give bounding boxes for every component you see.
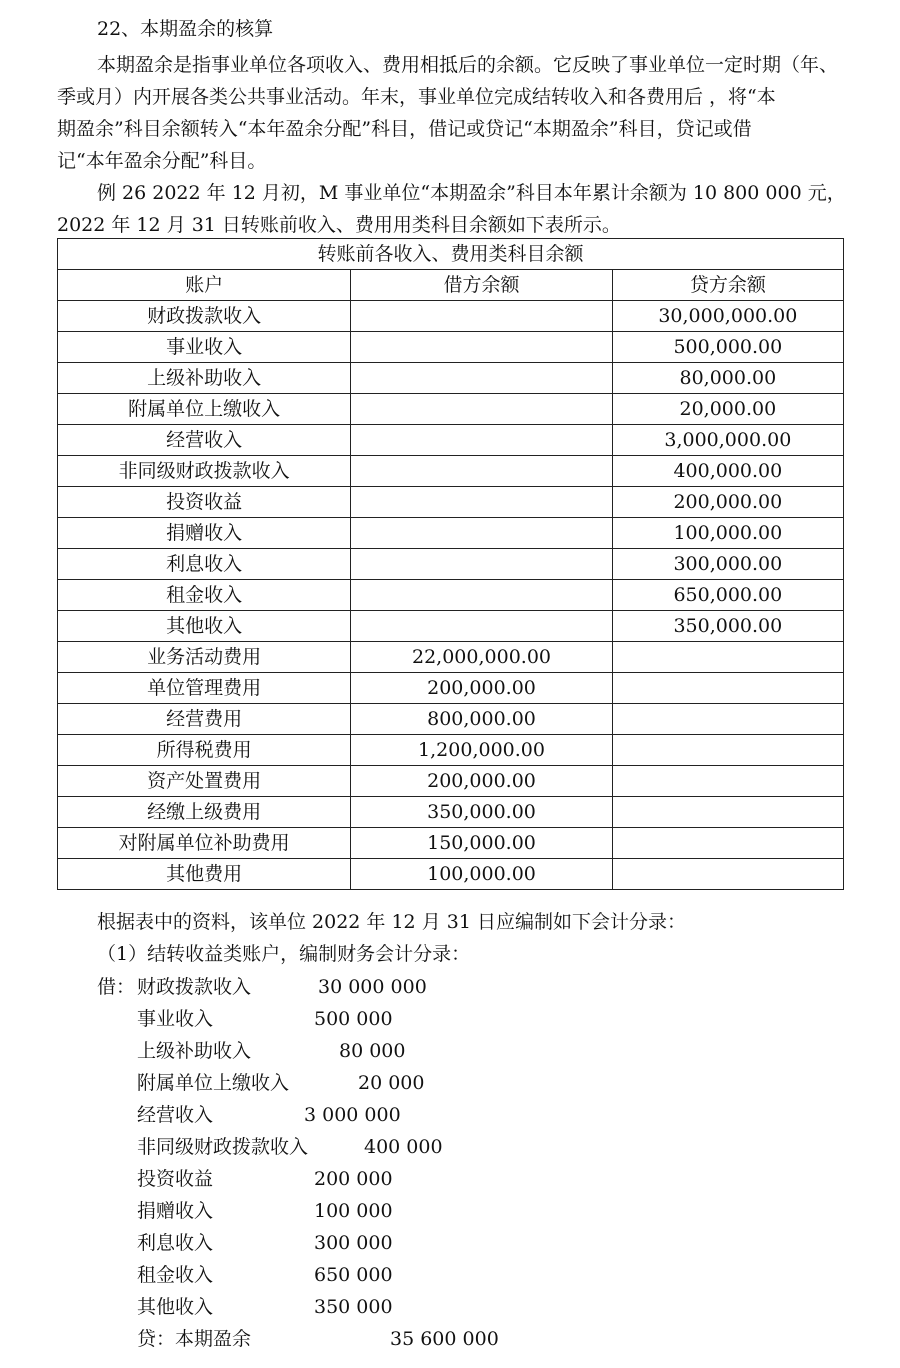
cell-debit — [351, 301, 612, 332]
cell-account: 附属单位上缴收入 — [58, 394, 351, 425]
cell-account: 资产处置费用 — [58, 766, 351, 797]
table-body — [58, 301, 844, 890]
cell-account: 对附属单位补助费用 — [58, 828, 351, 859]
cell-debit: 200,000.00 — [351, 673, 612, 704]
debit-amount: 200 000 — [314, 1168, 393, 1190]
section-title: 22、本期盈余的核算 — [97, 18, 274, 40]
cell-credit: 350,000.00 — [612, 611, 843, 642]
cell-credit — [612, 642, 843, 673]
cell-account: 业务活动费用 — [58, 642, 351, 673]
debit-amount: 100 000 — [314, 1200, 393, 1222]
cell-debit — [351, 549, 612, 580]
debit-account: 上级补助收入 — [137, 1040, 252, 1062]
debit-amount: 20 000 — [358, 1072, 425, 1094]
credit-account: 贷：本期盈余 — [137, 1328, 252, 1350]
debit-account: 利息收入 — [137, 1232, 214, 1254]
debit-account: 经营收入 — [137, 1104, 214, 1126]
cell-credit — [612, 766, 843, 797]
cell-credit: 300,000.00 — [612, 549, 843, 580]
debit-account: 其他收入 — [137, 1296, 214, 1318]
balance-table — [57, 238, 844, 890]
cell-account: 租金收入 — [58, 580, 351, 611]
cell-debit: 1,200,000.00 — [351, 735, 612, 766]
debit-amount: 350 000 — [314, 1296, 393, 1318]
cell-debit: 150,000.00 — [351, 828, 612, 859]
table-row — [58, 611, 844, 642]
after-table-text: 根据表中的资料，该单位 2022 年 12 月 31 日应编制如下会计分录： — [97, 911, 686, 933]
debit-amount: 650 000 — [314, 1264, 393, 1286]
cell-account: 事业收入 — [58, 332, 351, 363]
table-caption: 转账前各收入、费用类科目余额 — [58, 239, 844, 270]
cell-debit — [351, 611, 612, 642]
debit-amount: 300 000 — [314, 1232, 393, 1254]
cell-credit: 650,000.00 — [612, 580, 843, 611]
debit-amount: 30 000 000 — [318, 976, 427, 998]
cell-account: 投资收益 — [58, 487, 351, 518]
table-row — [58, 394, 844, 425]
cell-debit — [351, 332, 612, 363]
cell-account: 上级补助收入 — [58, 363, 351, 394]
table-row — [58, 797, 844, 828]
cell-account: 非同级财政拨款收入 — [58, 456, 351, 487]
example-line-2: 2022 年 12 月 31 日转账前收入、费用用类科目余额如下表所示。 — [57, 214, 621, 236]
intro-line-3: 期盈余”科目余额转入“本年盈余分配”科目，借记或贷记“本期盈余”科目，贷记或借 — [57, 118, 752, 140]
debit-account: 附属单位上缴收入 — [137, 1072, 290, 1094]
table-row — [58, 456, 844, 487]
cell-credit: 30,000,000.00 — [612, 301, 843, 332]
table-row — [58, 301, 844, 332]
debit-account: 租金收入 — [137, 1264, 214, 1286]
cell-debit: 800,000.00 — [351, 704, 612, 735]
table-row — [58, 332, 844, 363]
cell-debit — [351, 487, 612, 518]
cell-credit — [612, 797, 843, 828]
cell-credit — [612, 859, 843, 890]
debit-account: 事业收入 — [137, 1008, 214, 1030]
cell-account: 经营费用 — [58, 704, 351, 735]
debit-account: 财政拨款收入 — [137, 976, 252, 998]
cell-credit — [612, 704, 843, 735]
table-row — [58, 828, 844, 859]
cell-debit: 22,000,000.00 — [351, 642, 612, 673]
table-row — [58, 704, 844, 735]
step-1-label: （1）结转收益类账户，编制财务会计分录： — [97, 943, 471, 965]
debit-amount: 500 000 — [314, 1008, 393, 1030]
cell-credit — [612, 735, 843, 766]
cell-credit: 100,000.00 — [612, 518, 843, 549]
cell-account: 经营收入 — [58, 425, 351, 456]
table-row — [58, 642, 844, 673]
cell-account: 所得税费用 — [58, 735, 351, 766]
credit-amount: 35 600 000 — [390, 1328, 499, 1350]
cell-credit: 80,000.00 — [612, 363, 843, 394]
debit-account: 捐赠收入 — [137, 1200, 214, 1222]
cell-debit — [351, 580, 612, 611]
cell-debit — [351, 456, 612, 487]
table-row — [58, 549, 844, 580]
cell-account: 利息收入 — [58, 549, 351, 580]
cell-credit: 3,000,000.00 — [612, 425, 843, 456]
intro-line-4: 记“本年盈余分配”科目。 — [57, 150, 267, 172]
header-credit-balance: 贷方余额 — [612, 270, 843, 301]
cell-credit — [612, 828, 843, 859]
table-row — [58, 363, 844, 394]
cell-account: 其他收入 — [58, 611, 351, 642]
cell-credit — [612, 673, 843, 704]
cell-account: 单位管理费用 — [58, 673, 351, 704]
table-row — [58, 487, 844, 518]
table-row — [58, 425, 844, 456]
table-row — [58, 766, 844, 797]
debit-prefix: 借： — [97, 976, 136, 998]
example-line-1: 例 26 2022 年 12 月初，M 事业单位“本期盈余”科目本年累计余额为 10 800 000 元， — [97, 182, 846, 204]
table-row — [58, 518, 844, 549]
debit-amount: 400 000 — [364, 1136, 443, 1158]
debit-account: 投资收益 — [137, 1168, 214, 1190]
table-row — [58, 735, 844, 766]
cell-debit — [351, 425, 612, 456]
cell-debit: 350,000.00 — [351, 797, 612, 828]
cell-credit: 20,000.00 — [612, 394, 843, 425]
cell-account: 经缴上级费用 — [58, 797, 351, 828]
cell-account: 财政拨款收入 — [58, 301, 351, 332]
cell-account: 其他费用 — [58, 859, 351, 890]
header-debit-balance: 借方余额 — [351, 270, 612, 301]
cell-debit — [351, 394, 612, 425]
cell-credit: 500,000.00 — [612, 332, 843, 363]
cell-debit: 100,000.00 — [351, 859, 612, 890]
table-row — [58, 859, 844, 890]
cell-debit: 200,000.00 — [351, 766, 612, 797]
cell-debit — [351, 363, 612, 394]
intro-line-2: 季或月）内开展各类公共事业活动。年末，事业单位完成结转收入和各费用后 ，将“本 — [57, 86, 776, 108]
cell-credit: 200,000.00 — [612, 487, 843, 518]
intro-line-1: 本期盈余是指事业单位各项收入、费用相抵后的余额。它反映了事业单位一定时期（年、 — [97, 54, 839, 76]
debit-amount: 80 000 — [339, 1040, 406, 1062]
table-row — [58, 673, 844, 704]
table-row — [58, 580, 844, 611]
cell-account: 捐赠收入 — [58, 518, 351, 549]
cell-debit — [351, 518, 612, 549]
cell-credit: 400,000.00 — [612, 456, 843, 487]
debit-account: 非同级财政拨款收入 — [137, 1136, 309, 1158]
debit-amount: 3 000 000 — [304, 1104, 401, 1126]
header-account: 账户 — [58, 270, 351, 301]
